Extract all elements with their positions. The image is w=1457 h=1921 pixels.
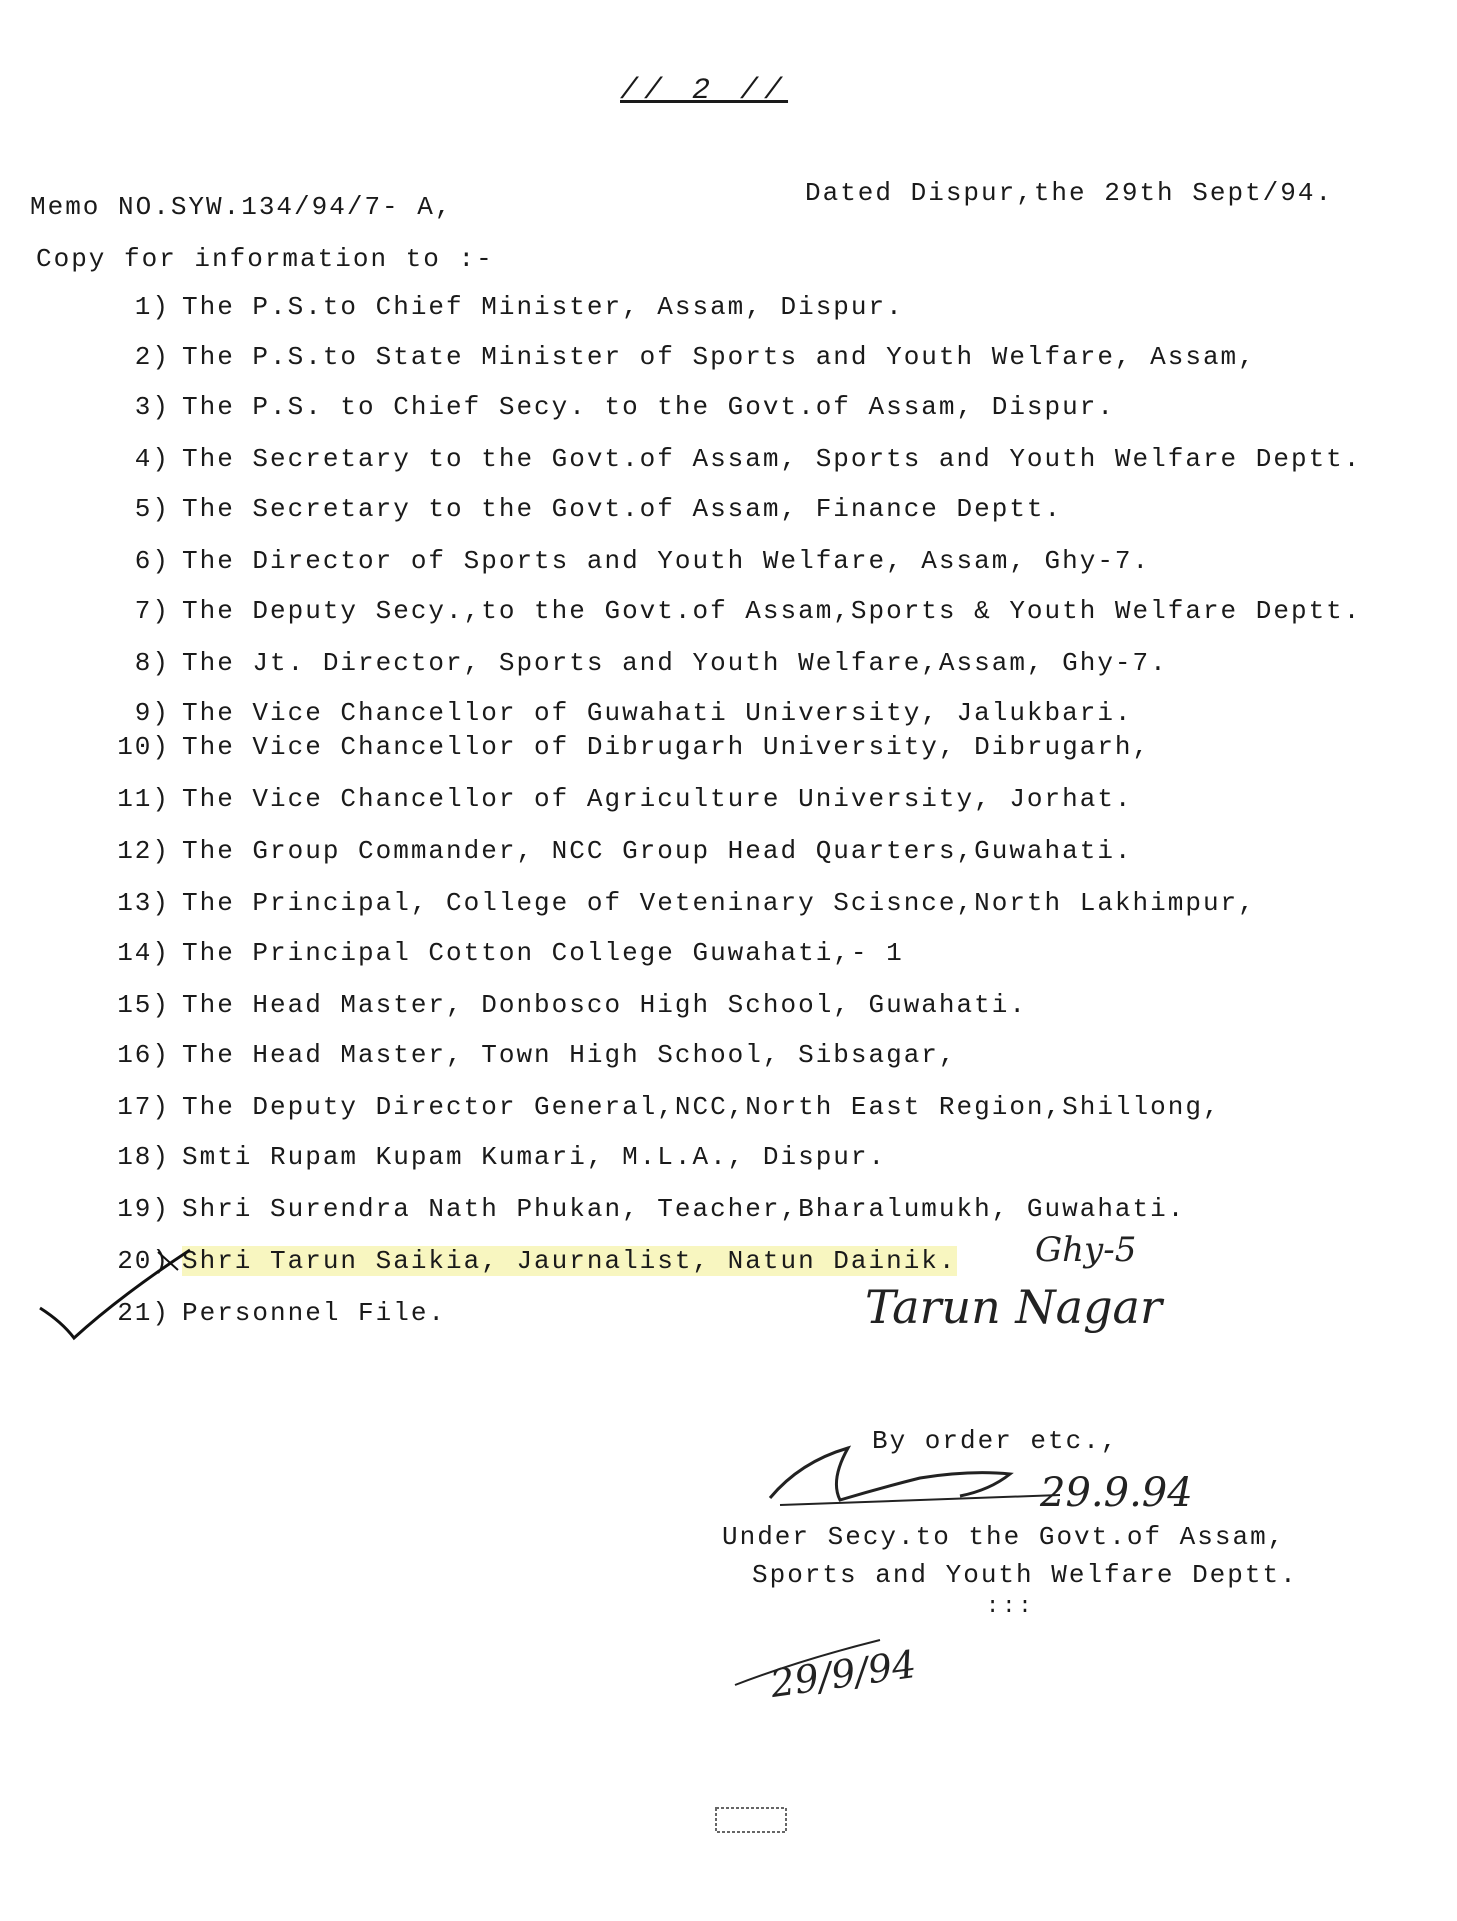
item-text: The Vice Chancellor of Agriculture University, Jorhat.: [182, 784, 1133, 814]
signature-underline-icon: [780, 1495, 1060, 1505]
item-number: 7): [134, 596, 170, 626]
memo-date: Dated Dispur,the 29th Sept/94.: [805, 178, 1334, 208]
item-number: 2): [134, 342, 170, 372]
item-text: The P.S. to Chief Secy. to the Govt.of Assam, Dispur.: [182, 392, 1115, 422]
item-text: The Head Master, Donbosco High School, Guwahati.: [182, 990, 1027, 1020]
dots-separator: :::: [986, 1594, 1035, 1619]
item-text: The Jt. Director, Sports and Youth Welfare,Assam, Ghy-7.: [182, 648, 1168, 678]
check-mark-icon: [40, 1250, 190, 1338]
item-text: The Group Commander, NCC Group Head Quarters,Guwahati.: [182, 836, 1133, 866]
item-number: 4): [134, 444, 170, 474]
copy-for-heading: Copy for information to :-: [36, 244, 494, 274]
item-text: The Secretary to the Govt.of Assam, Finance Deptt.: [182, 494, 1063, 524]
item-number: 11): [117, 784, 170, 814]
item-text: The P.S.to Chief Minister, Assam, Dispur.: [182, 292, 904, 322]
item-text: The Secretary to the Govt.of Assam, Sports and Youth Welfare Deptt.: [182, 444, 1362, 474]
page-number: // 2 //: [620, 74, 789, 108]
item-text: Personnel File.: [182, 1298, 447, 1328]
item-number: 21): [117, 1298, 170, 1328]
item-number: 10): [117, 732, 170, 762]
item-number: 14): [117, 938, 170, 968]
item-number: 17): [117, 1092, 170, 1122]
item-number: 8): [134, 648, 170, 678]
item-text-highlighted: Shri Tarun Saikia, Jaurnalist, Natun Dainik.: [182, 1246, 957, 1276]
item-number: 15): [117, 990, 170, 1020]
item-number: 1): [134, 292, 170, 322]
item-number: 3): [134, 392, 170, 422]
item-text: Shri Surendra Nath Phukan, Teacher,Bharalumukh, Guwahati.: [182, 1194, 1186, 1224]
item-text: The Principal, College of Veteninary Scisnce,North Lakhimpur,: [182, 888, 1256, 918]
item-text: The Vice Chancellor of Dibrugarh University, Dibrugarh,: [182, 732, 1151, 762]
designation-line-1: Under Secy.to the Govt.of Assam,: [722, 1522, 1286, 1552]
item-number: 12): [117, 836, 170, 866]
handwritten-nagar-note: Tarun Nagar: [865, 1280, 1162, 1334]
item-text: The Director of Sports and Youth Welfare, Assam, Ghy-7.: [182, 546, 1151, 576]
item-text: The Deputy Secy.,to the Govt.of Assam,Sports & Youth Welfare Deptt.: [182, 596, 1362, 626]
item-number: 9): [134, 698, 170, 728]
by-order-text: By order etc.,: [872, 1426, 1119, 1456]
item-number: 19): [117, 1194, 170, 1224]
scanner-mark-icon: [716, 1808, 786, 1832]
item-number: 18): [117, 1142, 170, 1172]
item-text: The P.S.to State Minister of Sports and Youth Welfare, Assam,: [182, 342, 1256, 372]
designation-line-2: Sports and Youth Welfare Deptt.: [752, 1560, 1298, 1590]
item-number: 20): [117, 1246, 170, 1276]
item-text: Smti Rupam Kupam Kumari, M.L.A., Dispur.: [182, 1142, 887, 1172]
item-number: 13): [117, 888, 170, 918]
item-text: The Principal Cotton College Guwahati,- 1: [182, 938, 904, 968]
item-text: The Vice Chancellor of Guwahati University, Jalukbari.: [182, 698, 1133, 728]
signature-date: 29.9.94: [1040, 1470, 1193, 1516]
item-number: 16): [117, 1040, 170, 1070]
item-number: 5): [134, 494, 170, 524]
item-number: 6): [134, 546, 170, 576]
item-text: The Head Master, Town High School, Sibsagar,: [182, 1040, 957, 1070]
item-text: The Deputy Director General,NCC,North East Region,Shillong,: [182, 1092, 1221, 1122]
memo-number: Memo NO.SYW.134/94/7- A,: [30, 192, 453, 222]
handwritten-ghy-note: Ghy-5: [1035, 1230, 1137, 1270]
initial-date: 29/9/94: [767, 1642, 919, 1706]
